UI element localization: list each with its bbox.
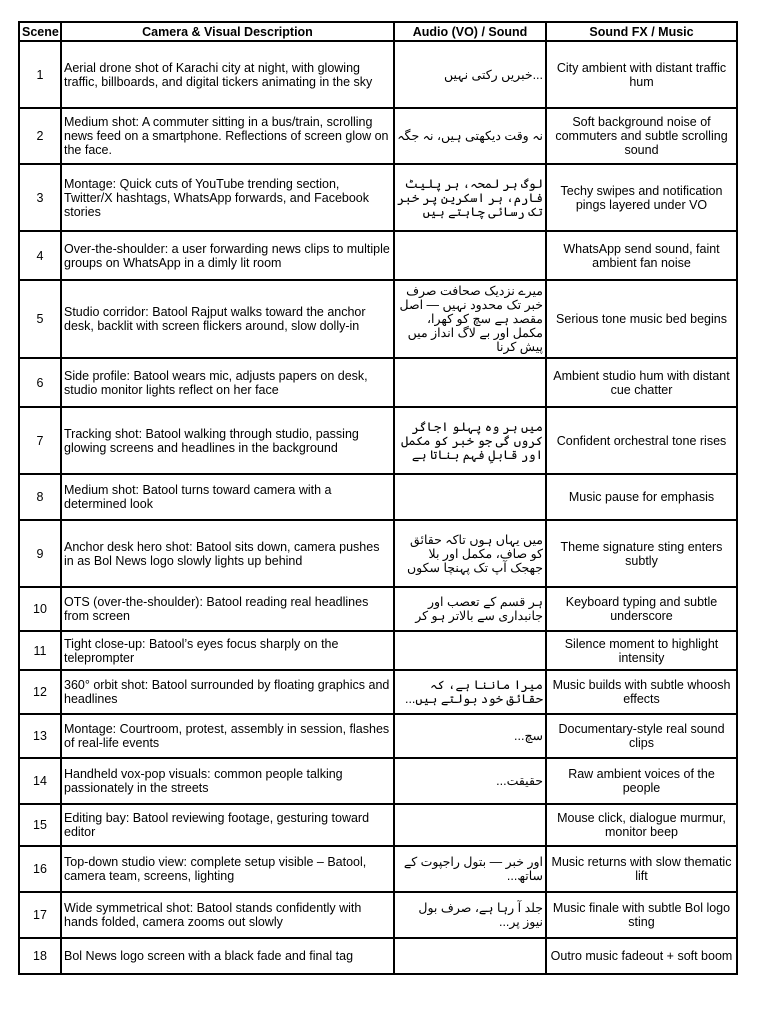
scene-cell: 6	[19, 358, 61, 407]
visual-cell: Tight close-up: Batool’s eyes focus sharply on the teleprompter	[61, 631, 394, 670]
table-row	[19, 407, 737, 474]
scene-cell: 16	[19, 846, 61, 892]
audio-cell: جلد آ رہا ہے، صرف بول نیوز پر...	[394, 892, 546, 938]
table-row	[19, 520, 737, 587]
sfx-cell: Confident orchestral tone rises	[546, 407, 737, 474]
sfx-cell: Silence moment to highlight intensity	[546, 631, 737, 670]
table-row	[19, 846, 737, 892]
scene-cell: 17	[19, 892, 61, 938]
visual-cell: Montage: Courtroom, protest, assembly in session, flashes of real-life events	[61, 714, 394, 758]
sfx-cell: WhatsApp send sound, faint ambient fan noise	[546, 231, 737, 280]
sfx-cell: Music finale with subtle Bol logo sting	[546, 892, 737, 938]
scene-cell: 3	[19, 164, 61, 231]
sfx-cell: Keyboard typing and subtle underscore	[546, 587, 737, 631]
table-row	[19, 164, 737, 231]
sfx-cell: Serious tone music bed begins	[546, 280, 737, 358]
audio-cell	[394, 231, 546, 280]
sfx-cell: Raw ambient voices of the people	[546, 758, 737, 804]
table-row	[19, 474, 737, 520]
table-row	[19, 892, 737, 938]
audio-cell: لوگ ہر لمحہ، ہر پلیٹ فارم، ہر اسکرین پر خبر تک رسائی چاہتے ہیں	[394, 164, 546, 231]
visual-cell: Studio corridor: Batool Rajput walks toward the anchor desk, backlit with screen flickers around, slow dolly-in	[61, 280, 394, 358]
header-audio: Audio (VO) / Sound	[394, 22, 546, 41]
audio-cell	[394, 631, 546, 670]
audio-cell: میں یہاں ہوں تاکہ حقائق کو صاف، مکمل اور بلا جھجک آپ تک پہنچا سکوں	[394, 520, 546, 587]
visual-cell: Tracking shot: Batool walking through studio, passing glowing screens and headlines in the background	[61, 407, 394, 474]
sfx-cell: Outro music fadeout + soft boom	[546, 938, 737, 974]
sfx-cell: Music returns with slow thematic lift	[546, 846, 737, 892]
scene-cell: 1	[19, 41, 61, 108]
table-row	[19, 758, 737, 804]
header-visual: Camera & Visual Description	[61, 22, 394, 41]
sfx-cell: Ambient studio hum with distant cue chatter	[546, 358, 737, 407]
sfx-cell: Techy swipes and notification pings layered under VO	[546, 164, 737, 231]
audio-cell: حقیقت...	[394, 758, 546, 804]
visual-cell: Top-down studio view: complete setup visible – Batool, camera team, screens, lighting	[61, 846, 394, 892]
audio-cell	[394, 804, 546, 846]
scene-cell: 11	[19, 631, 61, 670]
header-row	[19, 22, 737, 41]
table-row	[19, 670, 737, 714]
visual-cell: OTS (over-the-shoulder): Batool reading real headlines from screen	[61, 587, 394, 631]
scene-cell: 10	[19, 587, 61, 631]
visual-cell: Medium shot: Batool turns toward camera with a determined look	[61, 474, 394, 520]
scene-cell: 2	[19, 108, 61, 164]
table-row	[19, 938, 737, 974]
scene-cell: 13	[19, 714, 61, 758]
table-row	[19, 41, 737, 108]
table-row	[19, 108, 737, 164]
audio-cell: اور خبر — بتول راجپوت کے ساتھ...	[394, 846, 546, 892]
visual-cell: Side profile: Batool wears mic, adjusts papers on desk, studio monitor lights reflect on her face	[61, 358, 394, 407]
scene-cell: 12	[19, 670, 61, 714]
table-row	[19, 231, 737, 280]
visual-cell: Anchor desk hero shot: Batool sits down, camera pushes in as Bol News logo slowly lights up behind	[61, 520, 394, 587]
sfx-cell: Soft background noise of commuters and subtle scrolling sound	[546, 108, 737, 164]
visual-cell: Handheld vox-pop visuals: common people talking passionately in the streets	[61, 758, 394, 804]
audio-cell: نہ وقت دیکھتی ہیں، نہ جگہ	[394, 108, 546, 164]
table-row	[19, 714, 737, 758]
header-sfx: Sound FX / Music	[546, 22, 737, 41]
audio-cell: میں ہر وہ پہلو اجاگر کروں گی جو خبر کو مکمل اور قابلِ فہم بناتا ہے	[394, 407, 546, 474]
scene-cell: 9	[19, 520, 61, 587]
scene-cell: 8	[19, 474, 61, 520]
table-row	[19, 804, 737, 846]
table-body	[19, 41, 737, 974]
sfx-cell: Theme signature sting enters subtly	[546, 520, 737, 587]
table-row	[19, 280, 737, 358]
audio-cell: میرا ماننا ہے، کہ حقائق خود بولتے ہیں...	[394, 670, 546, 714]
table-row	[19, 358, 737, 407]
audio-cell	[394, 358, 546, 407]
scene-cell: 18	[19, 938, 61, 974]
scene-cell: 7	[19, 407, 61, 474]
sfx-cell: City ambient with distant traffic hum	[546, 41, 737, 108]
visual-cell: 360° orbit shot: Batool surrounded by floating graphics and headlines	[61, 670, 394, 714]
table-row	[19, 587, 737, 631]
script-table	[18, 21, 738, 975]
audio-cell: ...خبریں رکتی نہیں	[394, 41, 546, 108]
scene-cell: 15	[19, 804, 61, 846]
audio-cell: میرے نزدیک صحافت صرف خبر تک محدود نہیں — اصل مقصد ہے سچ کو کھرا، مکمل اور بے لاگ انداز میں پیش کرنا	[394, 280, 546, 358]
audio-cell	[394, 474, 546, 520]
sfx-cell: Music builds with subtle whoosh effects	[546, 670, 737, 714]
sfx-cell: Mouse click, dialogue murmur, monitor beep	[546, 804, 737, 846]
visual-cell: Medium shot: A commuter sitting in a bus/train, scrolling news feed on a smartphone. Reflections of screen glow on the face.	[61, 108, 394, 164]
audio-cell	[394, 938, 546, 974]
sfx-cell: Documentary-style real sound clips	[546, 714, 737, 758]
header-scene: Scene	[19, 22, 61, 41]
sfx-cell: Music pause for emphasis	[546, 474, 737, 520]
scene-cell: 4	[19, 231, 61, 280]
audio-cell: سچ...	[394, 714, 546, 758]
visual-cell: Editing bay: Batool reviewing footage, gesturing toward editor	[61, 804, 394, 846]
table-row	[19, 631, 737, 670]
audio-cell: ہر قسم کے تعصب اور جانبداری سے بالاتر ہو کر	[394, 587, 546, 631]
scene-cell: 5	[19, 280, 61, 358]
visual-cell: Aerial drone shot of Karachi city at night, with glowing traffic, billboards, and digital tickers animating in the sky	[61, 41, 394, 108]
visual-cell: Bol News logo screen with a black fade and final tag	[61, 938, 394, 974]
visual-cell: Over-the-shoulder: a user forwarding news clips to multiple groups on WhatsApp in a dimly lit room	[61, 231, 394, 280]
visual-cell: Wide symmetrical shot: Batool stands confidently with hands folded, camera zooms out slowly	[61, 892, 394, 938]
visual-cell: Montage: Quick cuts of YouTube trending section, Twitter/X hashtags, WhatsApp forwards, and Facebook stories	[61, 164, 394, 231]
scene-cell: 14	[19, 758, 61, 804]
